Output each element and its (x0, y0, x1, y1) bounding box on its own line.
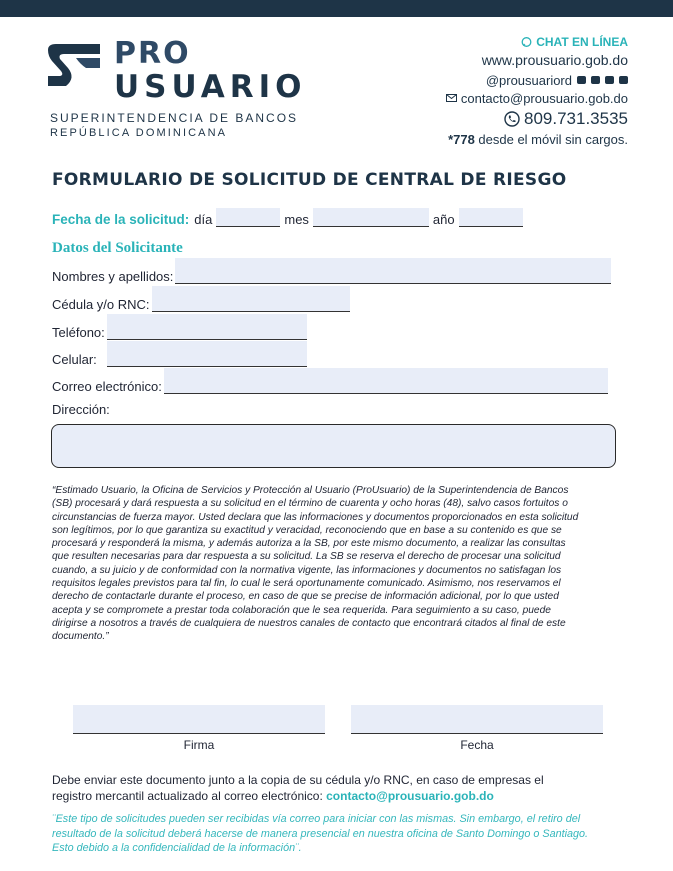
request-date-label: Fecha de la solicitud: (52, 212, 190, 227)
phone-input[interactable] (107, 314, 307, 340)
legal-disclaimer: “Estimado Usuario, la Oficina de Servicios y Protección al Usuario (ProUsuario) de la Superintendencia de Bancos (SB) procesará y dará respuesta a su solicitud en el término de cuarenta y ocho horas (48), salvo casos fortuitos o circunstancias de fuerza mayor. Usted declara que las informaciones y documentos proporcionados en esta solicitud son legítimos, por lo que garantiza su exactitud y veracidad, reconociendo que en base a su contenido es que se procesará y responderá la misma, y además autoriza a la SB, por este mismo documento, a realizar las consultas que resulten necesarias para dar respuesta a su solicitud. La SB se reserva el derecho de procesar una solicitud cuando, a su juicio y de conformidad con la normativa vigente, las informaciones y documentos no satisfagan los requisitos legales previstos para tal fin, lo cual le será oportunamente comunicado. Asimismo, nos reservamos el derecho de contactarle durante el proceso, en caso de que se precise de información adicional, por lo que usted acepta y se compromete a prestar toda colaboración que le sea requerida. Para seguimiento a su caso, puede dirigirse a nosotros a través de cualquiera de nuestros canales de contacto que encontrará citados al final de este documento.” (52, 485, 579, 643)
chat-label: CHAT EN LÍNEA (536, 35, 628, 49)
chat-link[interactable] (446, 34, 628, 50)
facebook-icon[interactable] (619, 76, 628, 84)
email-field (52, 368, 608, 394)
website-text: www.prousuario.gob.do (481, 51, 628, 68)
email-label: Correo electrónico: (52, 379, 162, 394)
mobile-row (446, 130, 628, 148)
logo-subtitle: SUPERINTENDENCIA DE BANCOS (50, 111, 299, 125)
mobile-code: *778 (448, 131, 475, 147)
day-input[interactable] (216, 208, 280, 227)
website-link[interactable] (446, 50, 628, 69)
name-input[interactable] (175, 258, 611, 284)
mobile-text: desde el móvil sin cargos. (474, 131, 628, 147)
logo-text-usuario: USUARIO (114, 69, 307, 105)
phone-icon (504, 111, 520, 127)
sign-date-input[interactable] (351, 705, 603, 734)
mobile-input[interactable] (107, 341, 307, 367)
signature-label: Firma (183, 738, 215, 752)
submission-note (52, 773, 572, 804)
phone-field (52, 314, 307, 340)
youtube-icon[interactable] (577, 76, 586, 84)
id-label: Cédula y/o RNC: (52, 297, 150, 312)
submission-email-link[interactable]: contacto@prousuario.gob.do (326, 788, 494, 803)
form-title: FORMULARIO DE SOLICITUD DE CENTRAL DE RIESGO (52, 170, 567, 190)
top-bar (0, 0, 673, 17)
twitter-icon[interactable] (591, 76, 600, 84)
chat-icon (521, 37, 532, 48)
footer-notice: ¨Este tipo de solicitudes pueden ser recibidas vía correo para iniciar con las mismas. Sin embargo, el retiro del resultado de la solicitud deberá hacerse de manera presencial en nuestra oficina de Santo Domingo o Santiago. Esto debido a la confidencialidad de la información¨. (52, 813, 588, 854)
id-field (52, 286, 350, 312)
contact-block (446, 34, 628, 148)
logo-text-pro: PRO (114, 36, 191, 71)
mobile-field (52, 341, 307, 367)
instagram-icon[interactable] (605, 76, 614, 84)
address-field (52, 402, 110, 417)
phone-row[interactable] (446, 107, 628, 130)
prousuario-logo-icon (46, 42, 102, 88)
request-date-row (52, 208, 527, 227)
signature-input[interactable] (73, 705, 325, 734)
address-label: Dirección: (52, 402, 110, 417)
name-field (52, 258, 611, 284)
month-label: mes (284, 212, 309, 227)
email-text: contacto@prousuario.gob.do (460, 90, 628, 106)
id-input[interactable] (152, 286, 350, 312)
email-row[interactable] (446, 89, 628, 107)
mobile-label: Celular: (52, 352, 97, 367)
phone-label: Teléfono: (52, 325, 105, 340)
applicant-section-title: Datos del Solicitante (52, 240, 183, 256)
email-input[interactable] (164, 368, 608, 394)
social-handle[interactable]: @prousuariord (485, 72, 572, 88)
mail-icon (446, 94, 457, 102)
submission-note-text: Debe enviar este documento junto a la copia de su cédula y/o RNC, en caso de empresas el registro mercantil actualizado al correo electrónico: (52, 773, 544, 803)
month-input[interactable] (313, 208, 429, 227)
year-label: año (432, 212, 455, 227)
year-input[interactable] (459, 208, 523, 227)
sign-date-label: Fecha (460, 738, 494, 752)
phone-number: 809.731.3535 (524, 108, 628, 128)
day-label: día (194, 212, 213, 227)
address-input[interactable] (51, 424, 616, 468)
social-row (446, 71, 628, 89)
logo-country: REPÚBLICA DOMINICANA (50, 127, 228, 139)
name-label: Nombres y apellidos: (52, 269, 174, 284)
